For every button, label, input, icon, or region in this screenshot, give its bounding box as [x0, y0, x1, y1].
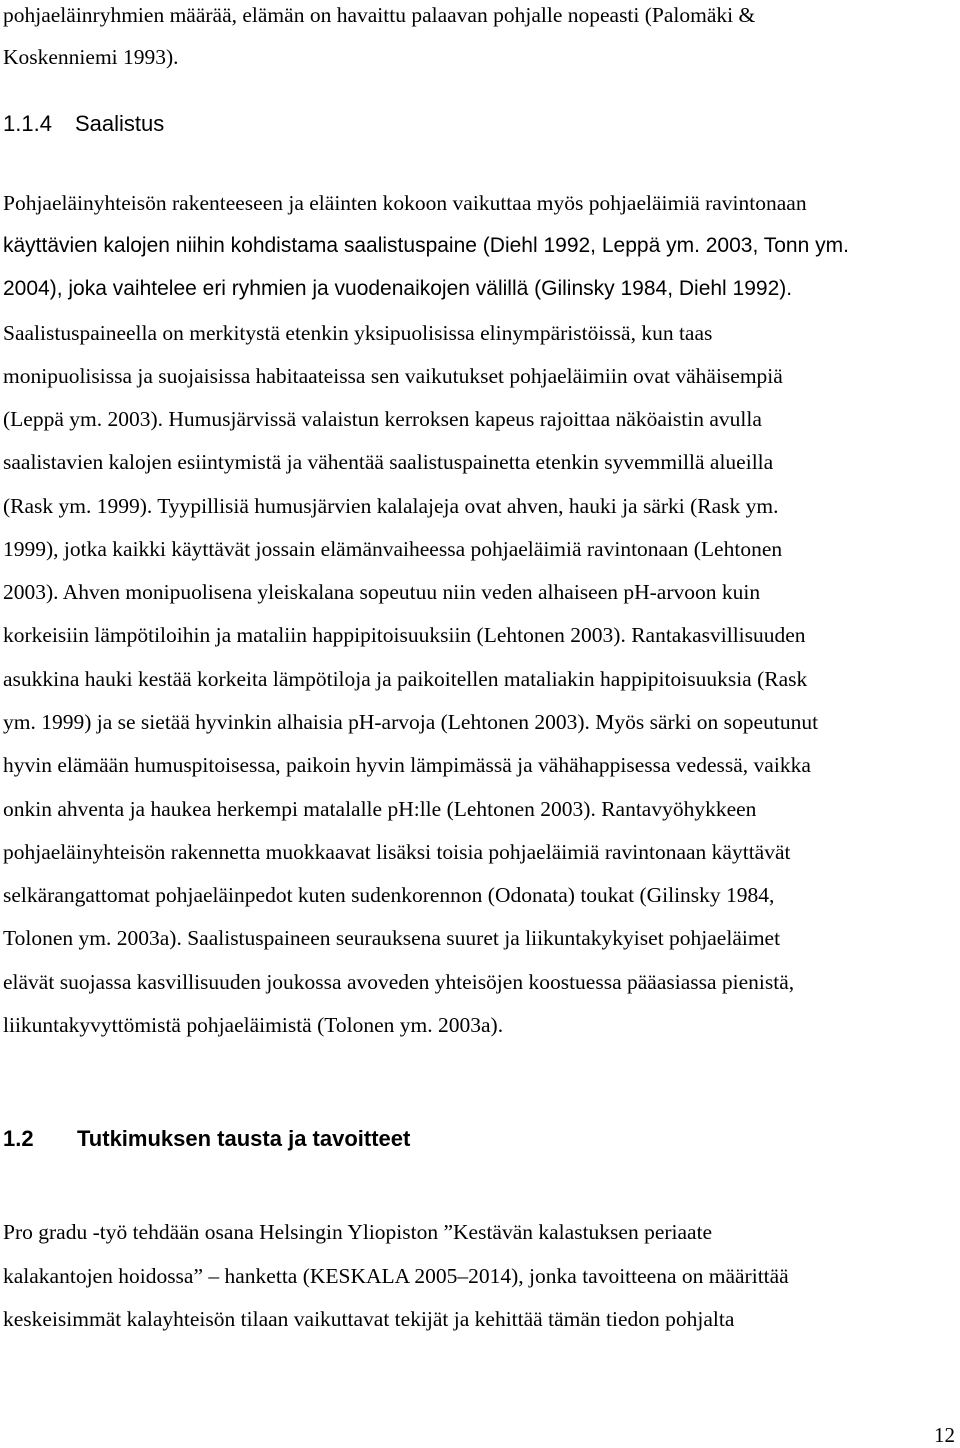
s114-line-16: pohjaeläinyhteisön rakennetta muokkaavat lisäksi toisia pohjaeläimiä ravintonaan käyttävät	[3, 840, 791, 864]
s114-line-18: Tolonen ym. 2003a). Saalistuspaineen seurauksena suuret ja liikuntakykyiset pohjaeläimet	[3, 926, 781, 950]
s114-line-20: liikuntakyvyttömistä pohjaeläimistä (Tolonen ym. 2003a).	[3, 1013, 504, 1037]
s114-line-6: (Leppä ym. 2003). Humusjärvissä valaistun kerroksen kapeus rajoittaa näköaistin avulla	[3, 407, 762, 431]
s12-line-1: Pro gradu -työ tehdään osana Helsingin Yliopiston ”Kestävän kalastuksen periaate	[3, 1220, 713, 1244]
section-1-1-4-title: Saalistus	[75, 111, 165, 136]
s114-line-17: selkärangattomat pohjaeläinpedot kuten sudenkorennon (Odonata) toukat (Gilinsky 1984,	[3, 883, 775, 907]
page-number: 12	[934, 1423, 955, 1447]
section-1-2-title: Tutkimuksen tausta ja tavoitteet	[77, 1126, 411, 1151]
s114-line-9: 1999), jotka kaikki käyttävät jossain elämänvaiheessa pohjaeläimiä ravintonaan (Lehtonen	[3, 537, 783, 561]
s114-line-1: Pohjaeläinyhteisön rakenteeseen ja eläinten kokoon vaikuttaa myös pohjaeläimiä ravintonaan	[3, 191, 807, 215]
s114-line-3: 2004), joka vaihtelee eri ryhmien ja vuodenaikojen välillä (Gilinsky 1984, Diehl 1992).	[3, 277, 793, 300]
s114-line-2: käyttävien kalojen niihin kohdistama saalistuspaine (Diehl 1992, Leppä ym. 2003, Tonn ym.	[3, 234, 849, 257]
s114-line-11: korkeisiin lämpötiloihin ja mataliin happipitoisuuksiin (Lehtonen 2003). Rantakasvillisuuden	[3, 623, 806, 647]
s114-line-19: elävät suojassa kasvillisuuden joukossa avoveden yhteisöjen koostuessa pääasiassa pienistä,	[3, 970, 795, 994]
section-1-1-4-number: 1.1.4	[3, 111, 52, 136]
s114-line-10: 2003). Ahven monipuolisena yleiskalana sopeutuu niin veden alhaiseen pH-arvoon kuin	[3, 580, 761, 604]
s114-line-15: onkin ahventa ja haukea herkempi matalalle pH:lle (Lehtonen 2003). Rantavyöhykkeen	[3, 797, 757, 821]
intro-line-1: pohjaeläinryhmien määrää, elämän on havaittu palaavan pohjalle nopeasti (Palomäki &	[3, 3, 756, 27]
s114-line-14: hyvin elämään humuspitoisessa, paikoin hyvin lämpimässä ja vähähappisessa vedessä, vaikka	[3, 753, 811, 777]
s114-line-4: Saalistuspaineella on merkitystä etenkin yksipuolisissa elinympäristöissä, kun taas	[3, 321, 713, 345]
section-1-1-4-heading	[3, 110, 164, 138]
s114-line-7: saalistavien kalojen esiintymistä ja vähentää saalistuspainetta etenkin syvemmillä alueilla	[3, 450, 774, 474]
s114-line-5: monipuolisissa ja suojaisissa habitaateissa sen vaikutukset pohjaeläimiin ovat vähäisempiä	[3, 364, 783, 388]
s114-line-13: ym. 1999) ja se sietää hyvinkin alhaisia pH-arvoja (Lehtonen 2003). Myös särki on sopeutunut	[3, 710, 819, 734]
intro-line-2: Koskenniemi 1993).	[3, 45, 179, 69]
s12-line-3: keskeisimmät kalayhteisön tilaan vaikuttavat tekijät ja kehittää tämän tiedon pohjalta	[3, 1307, 735, 1331]
s12-line-2: kalakantojen hoidossa” – hanketta (KESKALA 2005–2014), jonka tavoitteena on määrittää	[3, 1264, 789, 1288]
section-1-2-number: 1.2	[3, 1126, 34, 1151]
s114-line-12: asukkina hauki kestää korkeita lämpötiloja ja paikoitellen mataliakin happipitoisuuksia (Rask	[3, 667, 808, 691]
section-1-2-heading	[3, 1125, 410, 1153]
s114-line-8: (Rask ym. 1999). Tyypillisiä humusjärvien kalalajeja ovat ahven, hauki ja särki (Rask ym.	[3, 494, 779, 518]
